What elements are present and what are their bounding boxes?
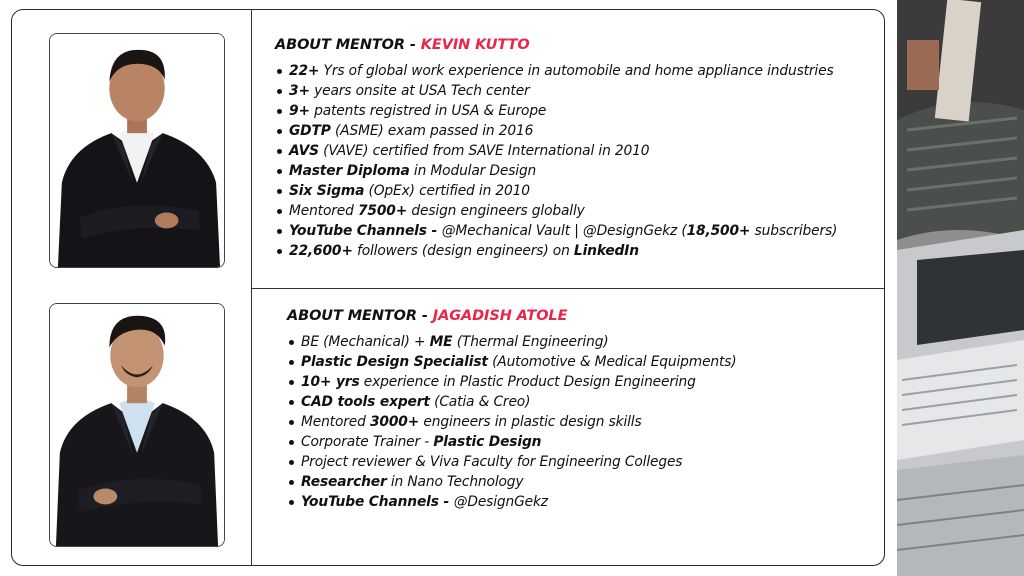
mentor2-bullet-text: (Thermal Engineering) — [452, 334, 609, 350]
mentor2-bullet-item — [301, 352, 877, 372]
mentor1-bullet-text: Mentored — [289, 203, 358, 219]
mentor2-bullet-text: (Catia & Creo) — [429, 394, 531, 410]
mentor1-bullet-item — [289, 121, 875, 141]
mentor1-bullet-text: patents registred in USA & Europe — [309, 103, 547, 119]
mentor2-list — [287, 332, 877, 512]
mentor1-heading-prefix: ABOUT MENTOR - — [275, 37, 421, 53]
mentor1-bullet-text: LinkedIn — [573, 243, 639, 259]
mentor1-list — [275, 61, 875, 261]
mentor2-bullet-text: 3000+ — [369, 414, 420, 430]
mentor1-bullet-text: 3+ — [289, 83, 310, 99]
mentor2-bullet-text: BE (Mechanical) + — [301, 334, 430, 350]
mentor1-bullet-text: years onsite at USA Tech center — [309, 83, 530, 99]
mentor1-bullet-text: (VAVE) certified from SAVE International in 2010 — [318, 143, 650, 159]
decorative-side-photo — [897, 0, 1024, 576]
mentor1-bullet-item — [289, 61, 875, 81]
mentor2-bullet-text: experience in Plastic Product Design Engineering — [359, 374, 696, 390]
mentor1-bullet-text: Yrs of global work experience in automobile and home appliance industries — [319, 63, 834, 79]
mentor1-bullet-text: AVS — [289, 143, 319, 159]
mentor1-bullet-text: @Mechanical Vault | @DesignGekz ( — [441, 223, 687, 239]
mentor1-bullet-text: in Modular Design — [409, 163, 537, 179]
mentor2-bullet-text: in Nano Technology — [386, 474, 524, 490]
mentor2-bullet-item — [301, 492, 877, 512]
mentor2-bullet-text: Mentored — [301, 414, 370, 430]
mentor1-bullet-text: Master Diploma — [289, 163, 410, 179]
mentor2-bullet-text: Corporate Trainer - — [301, 434, 434, 450]
horizontal-divider — [251, 288, 885, 289]
mentor1-bullet-text: 22+ — [289, 63, 320, 79]
mentor1-bullet-text: 9+ — [289, 103, 310, 119]
mentor2-section — [287, 308, 877, 512]
mentor2-bullet-text: (Automotive & Medical Equipments) — [487, 354, 737, 370]
mentor2-bullet-text: YouTube Channels - — [301, 494, 454, 510]
mentor1-bullet-item — [289, 181, 875, 201]
mentor2-bullet-item — [301, 372, 877, 392]
mentor1-bullet-item — [289, 161, 875, 181]
mentor1-bullet-item — [289, 141, 875, 161]
mentor2-bullet-item — [301, 332, 877, 352]
mentor1-bullet-text: 18,500+ — [686, 223, 751, 239]
mentor2-heading — [287, 308, 877, 324]
mentor1-bullet-item — [289, 201, 875, 221]
mentor2-bullet-text: CAD tools expert — [301, 394, 430, 410]
mentor2-name: JAGADISH ATOLE — [432, 308, 568, 324]
mentor2-photo — [49, 303, 225, 547]
mentor1-bullet-text: followers (design engineers) on — [352, 243, 574, 259]
mentor1-bullet-item — [289, 241, 875, 261]
mentor2-heading-prefix: ABOUT MENTOR - — [287, 308, 433, 324]
mentor2-bullet-item — [301, 412, 877, 432]
mentor2-bullet-item — [301, 472, 877, 492]
mentor2-bullet-text: Plastic Design Specialist — [301, 354, 488, 370]
mentor2-bullet-item — [301, 392, 877, 412]
mentor1-heading — [275, 37, 875, 53]
mentor1-section — [275, 37, 875, 261]
mentor1-bullet-item — [289, 101, 875, 121]
mentor2-bullet-text: Plastic Design — [433, 434, 542, 450]
mentor1-bullet-text: (OpEx) certified in 2010 — [364, 183, 530, 199]
mentor2-bullet-text: Researcher — [301, 474, 387, 490]
mentor1-bullet-text: design engineers globally — [407, 203, 585, 219]
mentor2-bullet-text: engineers in plastic design skills — [419, 414, 642, 430]
mentor2-bullet-text: ME — [429, 334, 453, 350]
mentor2-bullet-item — [301, 452, 877, 472]
mentor1-bullet-text: (ASME) exam passed in 2016 — [330, 123, 534, 139]
mentor2-bullet-item — [301, 432, 877, 452]
mentor2-bullet-text: @DesignGekz — [453, 494, 548, 510]
mentor1-bullet-text: Six Sigma — [289, 183, 365, 199]
mentor1-bullet-text: GDTP — [289, 123, 331, 139]
mentor1-bullet-text: 7500+ — [357, 203, 408, 219]
mentor1-bullet-text: 22,600+ — [289, 243, 353, 259]
mentor1-bullet-item — [289, 221, 875, 241]
mentor1-bullet-item — [289, 81, 875, 101]
mentor2-bullet-text: 10+ yrs — [301, 374, 360, 390]
mentor2-bullet-text: Project reviewer & Viva Faculty for Engineering Colleges — [301, 454, 683, 470]
mentor1-photo — [49, 33, 225, 268]
mentor1-name: KEVIN KUTTO — [420, 37, 530, 53]
mentor1-bullet-text: YouTube Channels - — [289, 223, 442, 239]
mentor1-bullet-text: subscribers) — [750, 223, 838, 239]
